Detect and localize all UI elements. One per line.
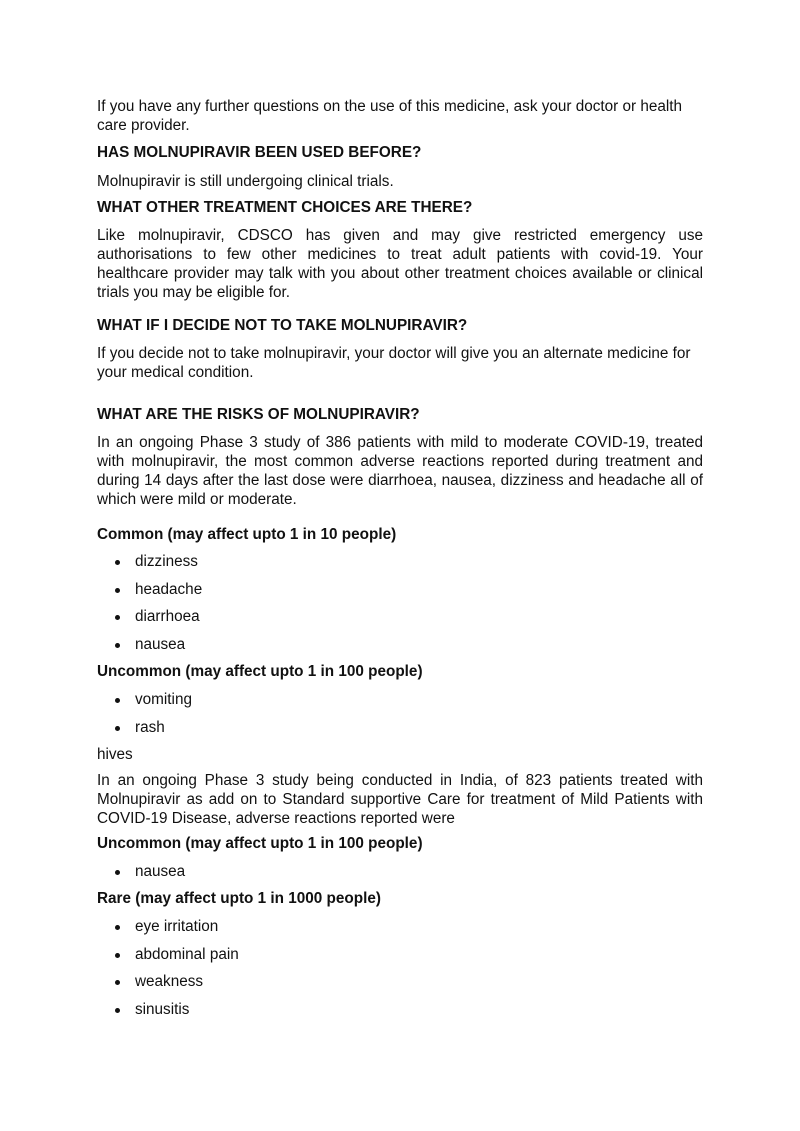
list-item: dizziness (97, 552, 703, 571)
heading-uncommon-study2: Uncommon (may affect upto 1 in 100 people) (97, 835, 423, 852)
list-item: eye irritation (97, 917, 703, 936)
bullet-icon (115, 953, 120, 958)
list-common-study1 (97, 552, 703, 662)
paragraph-decide-not: If you decide not to take molnupiravir, your doctor will give you an alternate medicine for your medical condition. (97, 345, 691, 381)
list-item: rash (97, 718, 703, 737)
list-item: headache (97, 580, 703, 599)
heading-risks: WHAT ARE THE RISKS OF MOLNUPIRAVIR? (97, 406, 420, 423)
list-rare-study2 (97, 917, 703, 1027)
list-uncommon-study2 (97, 862, 703, 890)
bullet-icon (115, 588, 120, 593)
list-item: sinusitis (97, 1000, 703, 1019)
paragraph-used-before: Molnupiravir is still undergoing clinical trials. (97, 173, 394, 190)
intro-paragraph: If you have any further questions on the use of this medicine, ask your doctor or health care provider. (97, 98, 683, 134)
list-uncommon-study1 (97, 690, 703, 745)
bullet-icon (115, 925, 120, 930)
bullet-icon (115, 560, 120, 565)
bullet-icon (115, 980, 120, 985)
heading-rare-study2: Rare (may affect upto 1 in 1000 people) (97, 890, 381, 907)
list-item: weakness (97, 972, 703, 991)
heading-used-before: HAS MOLNUPIRAVIR BEEN USED BEFORE? (97, 144, 422, 161)
paragraph-risks: In an ongoing Phase 3 study of 386 patients with mild to moderate COVID-19, treated with molnupiravir, the most common adverse reactions reported during treatment and during 14 days after the last dose were diarrhoea, nausea, dizziness and headache all of which were mild or moderate. (97, 434, 703, 508)
paragraph-other-choices: Like molnupiravir, CDSCO has given and may give restricted emergency use authorisations to few other medicines to treat adult patients with covid-19. Your healthcare provider may talk with you about other treatment choices available or clinical trials you may be eligible for. (97, 227, 703, 301)
bullet-icon (115, 726, 120, 731)
bullet-icon (115, 870, 120, 875)
paragraph-india-study: In an ongoing Phase 3 study being conducted in India, of 823 patients treated with Molnupiravir as add on to Standard supportive Care for treatment of Mild Patients with COVID-19 Disease, adverse reactions reported were (97, 772, 703, 827)
bullet-icon (115, 615, 120, 620)
list-item: nausea (97, 635, 703, 654)
bullet-icon (115, 698, 120, 703)
list-item: abdominal pain (97, 945, 703, 964)
heading-other-choices: WHAT OTHER TREATMENT CHOICES ARE THERE? (97, 199, 473, 216)
bullet-icon (115, 643, 120, 648)
list-item: diarrhoea (97, 607, 703, 626)
heading-uncommon-study1: Uncommon (may affect upto 1 in 100 people) (97, 663, 423, 680)
list-item: vomiting (97, 690, 703, 709)
heading-common-study1: Common (may affect upto 1 in 10 people) (97, 526, 397, 543)
bullet-icon (115, 1008, 120, 1013)
trailing-text-hives: hives (97, 746, 133, 763)
list-item: nausea (97, 862, 703, 881)
heading-decide-not: WHAT IF I DECIDE NOT TO TAKE MOLNUPIRAVIR? (97, 317, 468, 334)
